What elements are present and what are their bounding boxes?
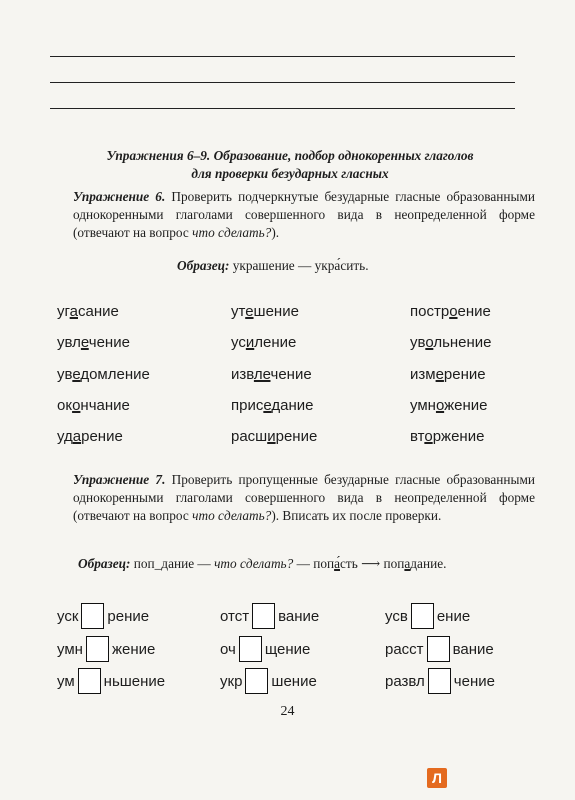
exercise-6-word (410, 303, 491, 320)
underlined-vowel: е (245, 303, 254, 320)
word-suffix: шение (253, 303, 299, 320)
missing-vowel-box[interactable] (78, 668, 101, 694)
exercise-7-sample-stressed: а ́ (334, 556, 340, 571)
exercise-7-sample-e: дание. (410, 556, 447, 571)
word-suffix: рение (443, 366, 486, 383)
exercise-7-item (220, 603, 319, 629)
exercise-7-sample-arrow: ⟶ (357, 556, 384, 571)
missing-vowel-box[interactable] (245, 668, 268, 694)
underlined-vowel: и (245, 334, 255, 351)
underlined-vowel: о (72, 397, 81, 414)
item-suffix: шение (271, 672, 317, 690)
underlined-vowel: е (435, 366, 444, 383)
underlined-vowel: о (435, 397, 445, 414)
word-suffix: чение (88, 334, 130, 351)
exercise-6-word (57, 397, 130, 414)
item-prefix: укр (220, 672, 243, 690)
answer-line-2 (50, 82, 515, 83)
exercise-6-word (410, 334, 492, 351)
word-prefix: уг (57, 303, 70, 320)
exercise-7-item (57, 603, 149, 629)
underlined-vowel: и (267, 428, 276, 445)
exercise-7-item (385, 636, 494, 662)
exercise-7-sample (78, 556, 446, 572)
exercise-6-text-a: Проверить подчеркнутые безударные гласные образованными однокоренными глаголами совершенного вида в неопределенной форме (отвечают на вопрос (73, 189, 535, 240)
exercise-6-instructions (73, 188, 535, 242)
underlined-vowel: о (449, 303, 458, 320)
exercise-6-question: что сделать? (192, 225, 272, 240)
word-suffix: рение (275, 428, 318, 445)
word-suffix: льнение (433, 334, 492, 351)
exercise-7-item (385, 668, 495, 694)
exercise-6-word (231, 397, 313, 414)
word-suffix: ржение (432, 428, 485, 445)
word-suffix: ление (254, 334, 297, 351)
word-prefix: изв (231, 366, 254, 383)
item-suffix: жение (111, 640, 156, 658)
word-prefix: ув (410, 334, 426, 351)
answer-line-1 (50, 56, 515, 57)
missing-vowel-box[interactable] (428, 668, 451, 694)
underlined-vowel: е (263, 397, 272, 414)
word-prefix: расш (231, 428, 268, 445)
exercise-6-title: Упражнение 6. (73, 189, 166, 204)
exercise-7-sample-d: поп (383, 556, 405, 571)
page-number: 24 (280, 704, 295, 719)
underlined-vowel: о (424, 428, 433, 445)
missing-vowel-box[interactable] (427, 636, 450, 662)
labirint-logo-icon: Л (427, 768, 447, 788)
item-suffix: вание (452, 640, 494, 658)
item-suffix: щение (264, 640, 311, 658)
exercise-6-word (231, 303, 299, 320)
item-prefix: оч (220, 640, 236, 658)
exercise-7-item (220, 636, 310, 662)
exercise-7-item (57, 636, 155, 662)
underlined-vowel: а (72, 428, 82, 445)
exercise-7-item (57, 668, 165, 694)
missing-vowel-box[interactable] (411, 603, 434, 629)
section-heading (40, 147, 540, 183)
exercise-7-item (220, 668, 317, 694)
word-suffix: нчание (80, 397, 130, 414)
exercise-7-question: что сделать? (192, 508, 272, 523)
word-prefix: умн (410, 397, 436, 414)
exercise-6-word (57, 428, 123, 445)
missing-vowel-box[interactable] (252, 603, 275, 629)
exercise-6-word (57, 366, 150, 383)
underlined-vowel: а (69, 303, 78, 320)
item-prefix: отст (220, 607, 250, 625)
exercise-6-word (231, 366, 312, 383)
exercise-6-sample (177, 258, 369, 274)
exercise-7-sample-b: — поп (293, 556, 335, 571)
item-suffix: вание (278, 607, 320, 625)
exercise-7-sample-c: сть (340, 556, 358, 571)
section-heading-line-2: для проверки безударных гласных (191, 166, 389, 181)
exercise-6-word (410, 366, 486, 383)
word-prefix: уд (57, 428, 73, 445)
word-prefix: ок (57, 397, 73, 414)
exercise-7-text-b: ). Вписать их после проверки. (271, 508, 442, 523)
exercise-7-text-a: Проверить пропущенные безударные гласные образованными однокоренными глаголами совершенного вида в неопределенной форме (отвечают на вопрос (73, 472, 536, 523)
item-suffix: рение (107, 607, 150, 625)
word-prefix: прис (231, 397, 264, 414)
word-suffix: чение (270, 366, 312, 383)
exercise-7-instructions (73, 471, 535, 525)
word-suffix: жение (444, 397, 488, 414)
exercise-7-sample-underlined: а (404, 556, 411, 571)
exercise-6-sample-stressed: а ́ (334, 258, 340, 273)
exercise-7-sample-label: Образец: (78, 556, 131, 571)
exercise-6-word (57, 303, 119, 320)
exercise-6-word (231, 334, 296, 351)
word-suffix: дание (271, 397, 314, 414)
exercise-7-sample-a: поп_дание — (130, 556, 215, 571)
section-heading-line-1: Упражнения 6–9. Образование, подбор однокоренных глаголов (106, 148, 474, 163)
item-prefix: умн (57, 640, 83, 658)
item-suffix: чение (453, 672, 495, 690)
exercise-7-sample-question: что сделать? (214, 556, 294, 571)
item-prefix: усв (385, 607, 408, 625)
word-prefix: вт (410, 428, 425, 445)
underlined-vowel: е (80, 334, 89, 351)
exercise-7-item (385, 603, 470, 629)
word-suffix: рение (81, 428, 123, 445)
word-suffix: сание (78, 303, 119, 320)
exercise-6-word (231, 428, 317, 445)
exercise-6-word (410, 397, 488, 414)
word-prefix: увл (57, 334, 81, 351)
missing-vowel-box[interactable] (239, 636, 262, 662)
word-prefix: ув (57, 366, 73, 383)
answer-line-3 (50, 108, 515, 109)
word-prefix: постр (410, 303, 450, 320)
item-prefix: развл (385, 672, 425, 690)
item-prefix: ум (57, 672, 75, 690)
missing-vowel-box[interactable] (86, 636, 109, 662)
exercise-7-title: Упражнение 7. (73, 472, 166, 487)
underlined-vowel: е (72, 366, 81, 383)
exercise-6-sample-label: Образец: (177, 258, 230, 273)
item-suffix: ньшение (103, 672, 166, 690)
exercise-6-word (57, 334, 130, 351)
exercise-6-sample-a: украшение — укр (229, 258, 335, 273)
word-prefix: ус (231, 334, 246, 351)
underlined-vowel: о (425, 334, 434, 351)
word-suffix: домление (80, 366, 150, 383)
exercise-6-word (410, 428, 484, 445)
word-prefix: изм (410, 366, 436, 383)
word-prefix: ут (231, 303, 246, 320)
underlined-vowel: ле (253, 366, 271, 383)
exercise-6-text-b: ). (271, 225, 280, 240)
item-prefix: расст (385, 640, 424, 658)
missing-vowel-box[interactable] (81, 603, 104, 629)
word-suffix: ение (457, 303, 491, 320)
item-prefix: уск (57, 607, 79, 625)
item-suffix: ение (436, 607, 471, 625)
exercise-6-sample-b: сить. (340, 258, 369, 273)
